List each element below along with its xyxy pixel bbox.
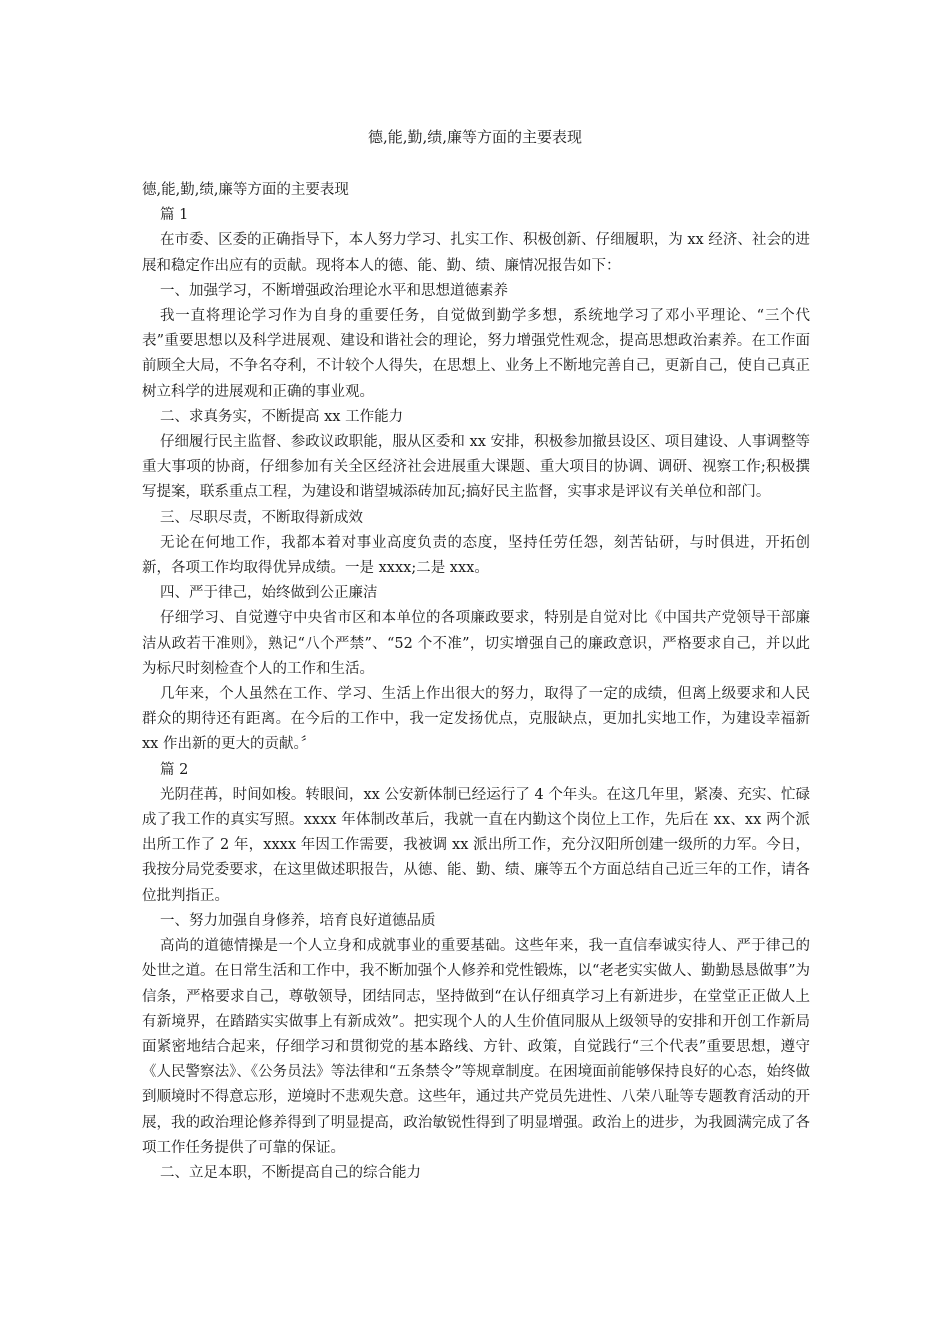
paragraph: 仔细学习、自觉遵守中央省市区和本单位的各项廉政要求，特别是自觉对比《中国共产党领导干部廉洁从政若干准则》，熟记“八个严禁”、“52 个不准”，切实增强自己的廉政意识，严格要求自己，并以此为标尺时刻检查个人的工作和生活。: [142, 610, 810, 677]
section-heading: 三、尽职尽责，不断取得新成效: [160, 509, 363, 526]
section-heading: 二、立足本职，不断提高自己的综合能力: [160, 1164, 421, 1181]
section-heading: 一、加强学习，不断增强政治理论水平和思想道德素养: [160, 282, 508, 299]
paragraph: 仔细履行民主监督、参政议政职能，服从区委和 xx 安排，积极参加撤县设区、项目建设、人事调整等重大事项的协商，仔细参加有关全区经济社会进展重大课题、重大项目的协调、调研、视察工作;积极撰写提案，联系重点工程，为建设和谐望城添砖加瓦;搞好民主监督，实事求是评议有关单位和部门。: [142, 434, 810, 501]
section-label-2: 篇 2: [160, 761, 189, 778]
section-label-1: 篇 1: [160, 207, 189, 224]
paragraph: 我一直将理论学习作为自身的重要任务，自觉做到勤学多想，系统地学习了邓小平理论、“三个代表”重要思想以及科学进展观、建设和谐社会的理论，努力增强党性观念，提高思想政治素养。在工作面前顾全大局，不争名夺利，不计较个人得失，在思想上、业务上不断地完善自己，更新自己，使自己真正树立科学的进展观和正确的事业观。: [142, 308, 810, 400]
page-title: 德,能,勤,绩,廉等方面的主要表现: [367, 128, 583, 146]
paragraph: 光阴荏苒，时间如梭。转眼间，xx 公安新体制已经运行了 4 个年头。在这几年里，紧凑、充实、忙碌成了我工作的真实写照。xxxx 年体制改革后，我就一直在内勤这个岗位上工作，先后在 xx、xx 两个派出所工作了 2 年，xxxx 年因工作需要，我被调 xx 派出所工作，充分汉阳所创建一级所的力军。今日，我按分局党委要求，在这里做述职报告，从德、能、勤、绩、廉等五个方面总结自己近三年的工作，请各位批判指正。: [142, 786, 810, 904]
section-heading: 四、严于律己，始终做到公正廉洁: [160, 585, 378, 602]
doc-heading: 德,能,勤,绩,廉等方面的主要表现: [142, 182, 349, 198]
section-heading: 二、求真务实，不断提高 xx 工作能力: [160, 408, 404, 425]
paragraph: 在市委、区委的正确指导下，本人努力学习、扎实工作、积极创新、仔细履职，为 xx 经济、社会的进展和稳定作出应有的贡献。现将本人的德、能、勤、绩、廉情况报告如下：: [142, 232, 810, 274]
paragraph: 无论在何地工作，我都本着对事业高度负责的态度，坚持任劳任怨，刻苦钻研，与时俱进，开拓创新，各项工作均取得优异成绩。一是 xxxx;二是 xxx。: [142, 534, 810, 577]
section-heading: 一、努力加强自身修养，培育良好道德品质: [160, 912, 436, 929]
paragraph: 几年来，个人虽然在工作、学习、生活上作出很大的努力，取得了一定的成绩，但离上级要求和人民群众的期待还有距离。在今后的工作中，我一定发扬优点，克服缺点，更加扎实地工作，为建设幸福新 xx 作出新的更大的贡献。〞: [142, 686, 810, 753]
paragraph: 高尚的道德情操是一个人立身和成就事业的重要基础。这些年来，我一直信奉诚实待人、严于律己的处世之道。在日常生活和工作中，我不断加强个人修养和党性锻炼，以“老老实实做人、勤勤恳恳做事”为信条，严格要求自己，尊敬领导，团结同志，坚持做到“在认仔细真学习上有新进步，在堂堂正正做人上有新境界，在踏踏实实做事上有新成效”。把实现个人的人生价值同服从上级领导的安排和开创工作新局面紧密地结合起来，仔细学习和贯彻党的基本路线、方针、政策，自觉践行“三个代表”重要思想，遵守《人民警察法》、《公务员法》等法律和“五条禁令”等规章制度。在困境面前能够保持良好的心态，始终做到顺境时不得意忘形，逆境时不悲观失意。这些年，通过共产党员先进性、八荣八耻等专题教育活动的开展，我的政治理论修养得到了明显提高，政治敏锐性得到了明显增强。政治上的进步，为我圆满完成了各项工作任务提供了可靠的保证。: [142, 938, 810, 1156]
document-body: [142, 178, 810, 1186]
